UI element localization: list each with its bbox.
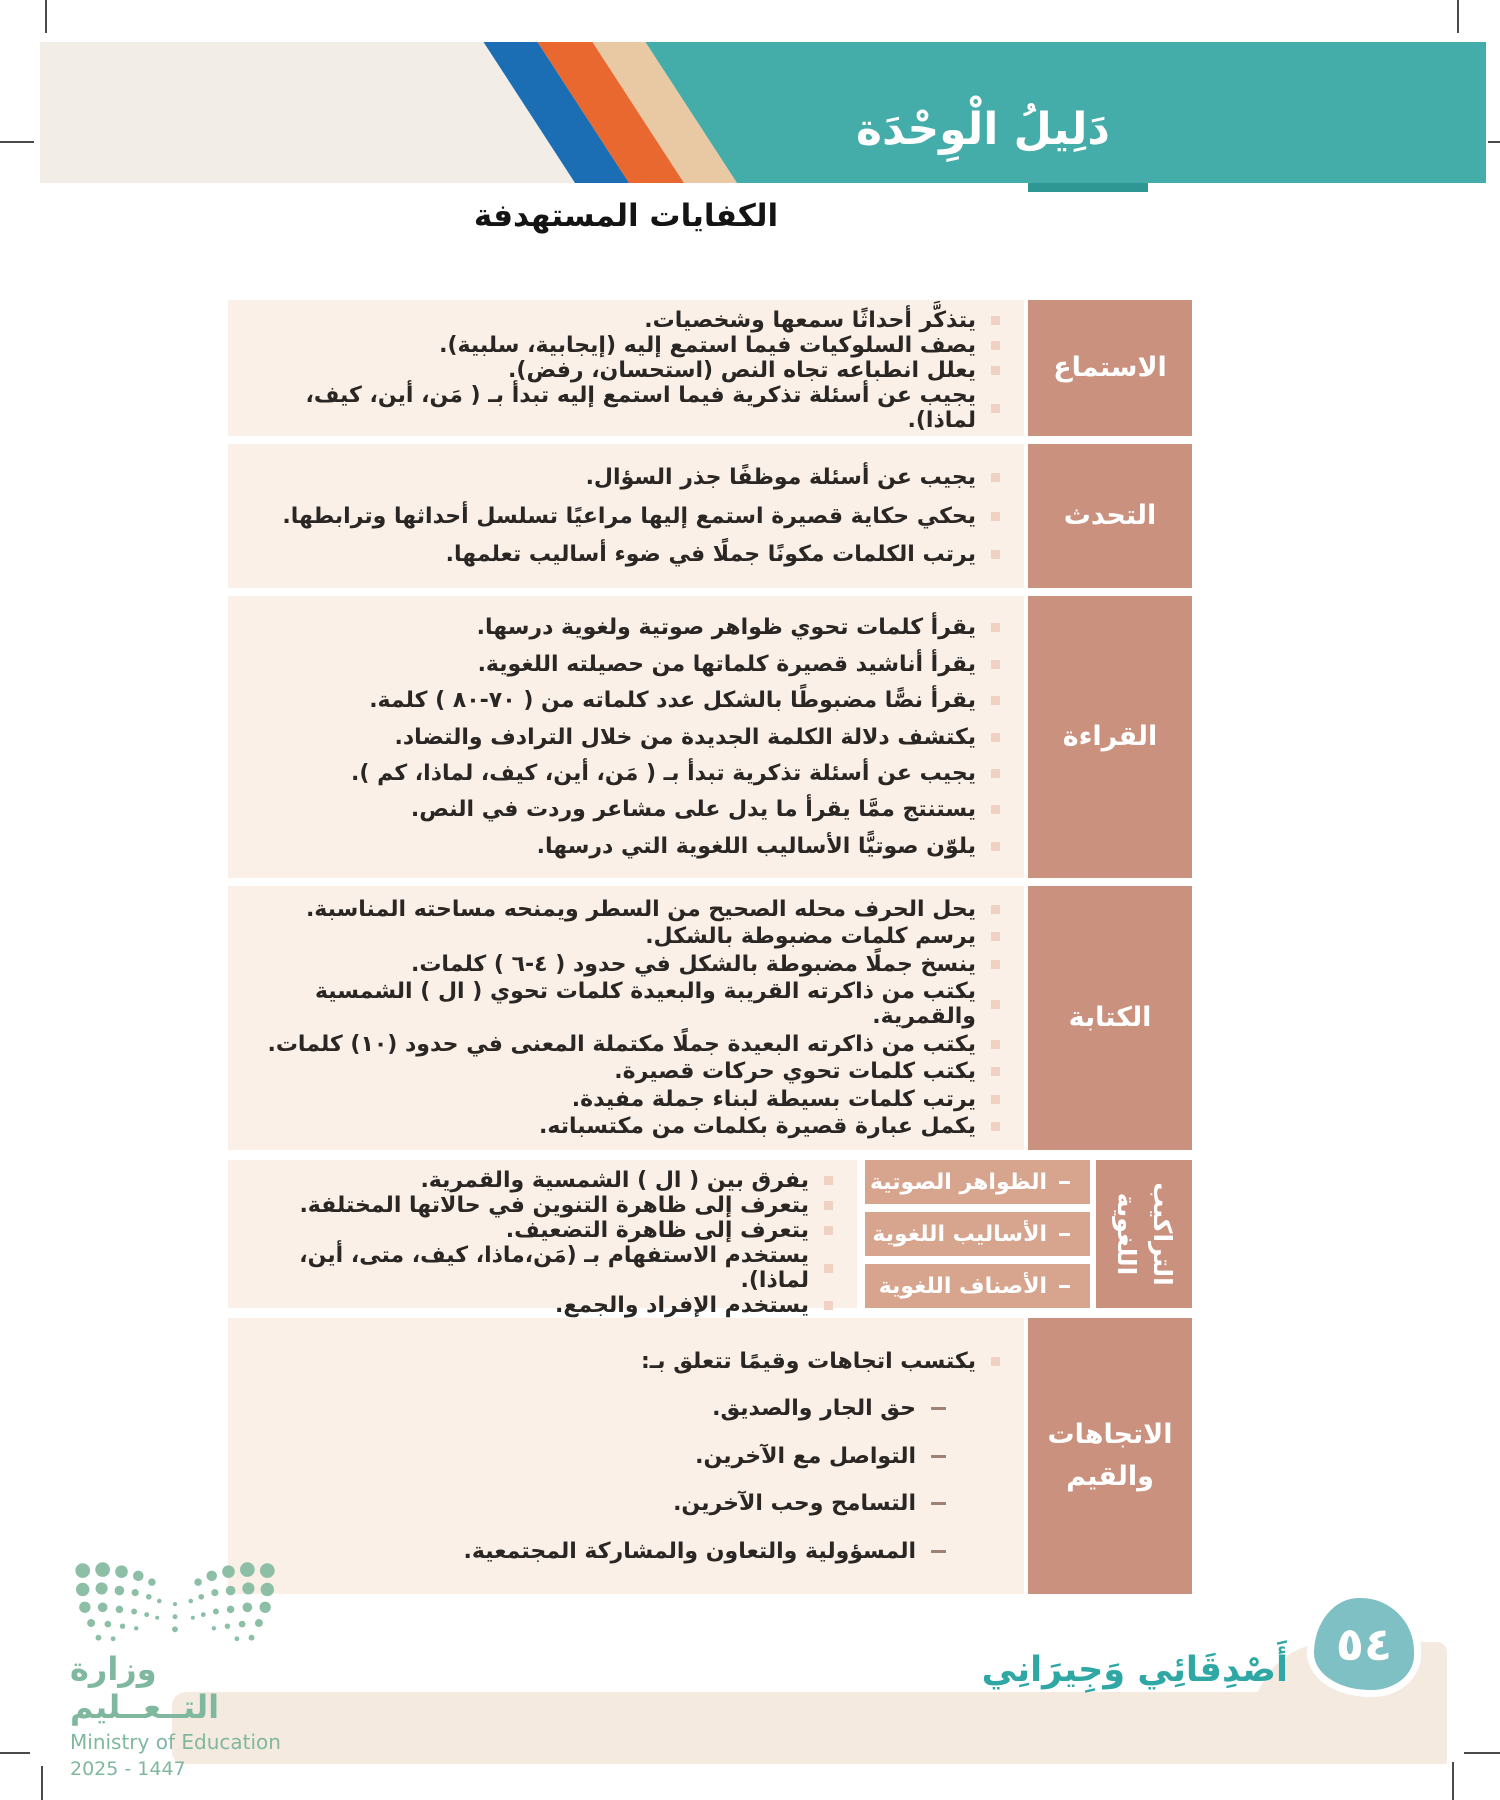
crop-mark-top-left-h: [0, 141, 34, 143]
row-header-label: القراءة: [1062, 721, 1158, 753]
competency-item: [242, 615, 1000, 640]
bullet-square-icon: [991, 905, 1000, 914]
competency-item: [242, 1032, 1000, 1057]
competency-item: [242, 688, 1000, 713]
row-content-cell: [228, 1160, 857, 1318]
competency-text: يستخدم الاستفهام بـ (مَن،ماذا، كيف، متى، أين، لماذا).: [299, 1243, 809, 1293]
dash-icon: [931, 1455, 946, 1458]
dash-icon: [1059, 1285, 1070, 1288]
competency-text: يكتشف دلالة الكلمة الجديدة من خلال الترادف والتضاد.: [394, 724, 976, 750]
crop-mark-top-left-v: [45, 0, 47, 33]
competency-item: [242, 1243, 833, 1293]
bullet-square-icon: [991, 623, 1000, 632]
competency-item: [242, 834, 1000, 859]
section-heading: الكفايات المستهدفة: [473, 198, 779, 234]
bullet-square-icon: [991, 769, 1000, 778]
competency-item: [242, 308, 1000, 333]
competency-item: [242, 761, 1000, 786]
bullet-square-icon: [991, 932, 1000, 941]
bullet-square-icon: [991, 316, 1000, 325]
row-content-cell: [228, 886, 1024, 1150]
competency-text: يستنتج ممَّا يقرأ ما يدل على مشاعر وردت في النص.: [410, 797, 976, 823]
row-header-cell: [1028, 444, 1192, 588]
competency-item: [242, 358, 1000, 383]
competency-text: يرتب الكلمات مكونًا جملًا في ضوء أساليب تعلمها.: [445, 541, 976, 567]
bullet-square-icon: [991, 1357, 1000, 1366]
unit-guide-title: دَلِيلُ الْوِحْدَة: [856, 104, 1110, 155]
bullet-square-icon: [991, 842, 1000, 851]
crop-mark-bottom-left-h: [0, 1752, 30, 1754]
competency-text: يتعرف إلى ظاهرة التضعيف.: [505, 1218, 809, 1243]
competency-text: يكتب من ذاكرته البعيدة جملًا مكتملة المعنى في حدود (١٠) كلمات.: [267, 1031, 976, 1057]
ministry-years: 2025 - 1447: [70, 1758, 186, 1780]
competency-item: [242, 1114, 1000, 1139]
row-header-label: التحدث: [1063, 500, 1157, 532]
subcategory-label: الأصناف اللغوية: [878, 1273, 1047, 1299]
row-header-cell: [1028, 300, 1192, 436]
competency-text: يكتب كلمات تحوي حركات قصيرة.: [614, 1059, 976, 1085]
row-header-cell: [1028, 1318, 1192, 1594]
competency-text: يجيب عن أسئلة تذكرية تبدأ بـ ( مَن، أين، كيف، لماذا، كم ).: [351, 760, 976, 786]
bullet-square-icon: [991, 473, 1000, 482]
competency-text: يجيب عن أسئلة موظفًا جذر السؤال.: [585, 465, 976, 491]
competency-text: حق الجار والصديق.: [712, 1396, 916, 1421]
bullet-square-icon: [991, 1122, 1000, 1131]
ministry-name-english: Ministry of Education: [70, 1730, 281, 1754]
competency-text: يفرق بين ( ال ) الشمسية والقمرية.: [420, 1168, 809, 1193]
row-header-label: الكتابة: [1068, 1002, 1152, 1034]
dash-icon: [931, 1502, 946, 1505]
competency-text: التواصل مع الآخرين.: [695, 1443, 916, 1469]
competency-text: يكتب من ذاكرته القريبة والبعيدة كلمات تحوي ( ال ) الشمسية والقمرية.: [314, 979, 976, 1030]
row-content-cell: [228, 444, 1024, 588]
bullet-square-icon: [991, 805, 1000, 814]
ministry-name-arabic: وزارة التــعــليم: [70, 1650, 220, 1726]
competency-text: المسؤولية والتعاون والمشاركة المجتمعية.: [463, 1538, 916, 1564]
competency-item: [242, 1168, 833, 1193]
competency-text: يتعرف إلى ظاهرة التنوين في حالاتها المختلفة.: [299, 1193, 809, 1218]
competency-item: [242, 924, 1000, 949]
competency-item: [242, 1396, 1000, 1421]
competency-text: يحكي حكاية قصيرة استمع إليها مراعيًا تسلسل أحداثها وترابطها.: [282, 503, 976, 529]
competency-item: [242, 797, 1000, 822]
crop-mark-top-right-h: [1488, 141, 1500, 143]
competency-item: [242, 979, 1000, 1029]
competency-text: يقرأ أناشيد قصيرة كلماتها من حصيلته اللغوية.: [477, 651, 976, 677]
dash-icon: [1059, 1181, 1070, 1184]
dash-icon: [1059, 1233, 1070, 1236]
unit-guide-header-band: [40, 42, 1486, 183]
bullet-square-icon: [991, 366, 1000, 375]
subcategory-box: [865, 1160, 1090, 1204]
row-header-label: الاستماع: [1053, 352, 1167, 384]
bullet-square-icon: [824, 1264, 833, 1273]
row-header-cell: [1028, 886, 1192, 1150]
row-content-cell: [228, 596, 1024, 878]
competency-item: [242, 1218, 833, 1243]
competency-item: [242, 1193, 833, 1218]
bullet-square-icon: [991, 696, 1000, 705]
subcategory-label: الظواهر الصوتية: [869, 1169, 1047, 1195]
ministry-logo-dots-icon: [70, 1558, 280, 1644]
competency-text: يكتسب اتجاهات وقيمًا تتعلق بـ:: [640, 1348, 976, 1374]
subcategory-label: الأساليب اللغوية: [872, 1221, 1047, 1247]
page-number-badge: [1307, 1591, 1421, 1697]
bullet-square-icon: [991, 341, 1000, 350]
competency-item: [242, 1059, 1000, 1084]
bullet-square-icon: [991, 1095, 1000, 1104]
crop-mark-top-right-v: [1457, 0, 1459, 33]
competency-text: يصف السلوكيات فيما استمع إليه (إيجابية، سلبية).: [439, 333, 976, 358]
bullet-square-icon: [991, 960, 1000, 969]
competency-text: يجيب عن أسئلة تذكرية فيما استمع إليه تبدأ بـ ( مَن، أين، كيف، لماذا).: [305, 383, 976, 433]
dash-icon: [931, 1407, 946, 1410]
row-content-cell: [228, 1318, 1024, 1594]
row-content-cell: [228, 300, 1024, 436]
competency-text: يكمل عبارة قصيرة بكلمات من مكتسباته.: [539, 1114, 976, 1140]
competency-text: يتذكَّر أحداثًا سمعها وشخصيات.: [644, 308, 976, 333]
competency-item: [242, 952, 1000, 977]
competency-item: [242, 652, 1000, 677]
bullet-square-icon: [824, 1301, 833, 1310]
competency-item: [242, 1293, 833, 1318]
ministry-logo-block: [70, 1558, 300, 1780]
bullet-square-icon: [824, 1201, 833, 1210]
row-header-label: الاتجاهات والقيم: [1047, 1419, 1173, 1492]
competency-text: يقرأ نصًّا مضبوطًا بالشكل عدد كلماته من ( ٧٠-٨٠ ) كلمة.: [369, 688, 976, 714]
row-header-cell: [1028, 596, 1192, 878]
bullet-square-icon: [991, 1000, 1000, 1009]
competency-item: [242, 333, 1000, 358]
competency-text: يستخدم الإفراد والجمع.: [555, 1293, 809, 1318]
competency-text: يحل الحرف محله الصحيح من السطر ويمنحه مساحته المناسبة.: [305, 896, 976, 922]
bullet-square-icon: [991, 660, 1000, 669]
competency-text: التسامح وحب الآخرين.: [673, 1491, 916, 1516]
competency-item: [242, 1539, 1000, 1564]
competency-text: يلوّن صوتيًّا الأساليب اللغوية التي درسها.: [536, 833, 976, 859]
subcategory-box: [865, 1212, 1090, 1256]
competency-text: ينسخ جملًا مضبوطة بالشكل في حدود ( ٤-٦ ) كلمات.: [410, 951, 976, 977]
crop-mark-bottom-right-v: [1452, 1762, 1454, 1800]
subcategory-box: [865, 1264, 1090, 1308]
bullet-square-icon: [824, 1226, 833, 1235]
competency-item: [242, 542, 1000, 567]
structures-vertical-header-label: التراكيب اللغوية: [1112, 1182, 1178, 1286]
competency-item: [242, 1349, 1000, 1374]
competency-text: يقرأ كلمات تحوي ظواهر صوتية ولغوية درسها.: [476, 615, 976, 641]
bullet-square-icon: [991, 733, 1000, 742]
crop-mark-bottom-left-v: [41, 1766, 43, 1800]
crop-mark-bottom-right-h: [1464, 1752, 1500, 1754]
page-number: ٥٤: [1335, 1617, 1393, 1671]
competency-item: [242, 1444, 1000, 1469]
competency-item: [242, 504, 1000, 529]
competency-item: [242, 1087, 1000, 1112]
bullet-square-icon: [991, 404, 1000, 413]
unit-name-text: أَصْدِقَائِي وَجِيرَانِي: [981, 1650, 1288, 1690]
bullet-square-icon: [824, 1176, 833, 1185]
competency-item: [242, 465, 1000, 490]
competency-item: [242, 1491, 1000, 1516]
bullet-square-icon: [991, 550, 1000, 559]
competency-item: [242, 383, 1000, 433]
dash-icon: [931, 1550, 946, 1553]
bullet-square-icon: [991, 512, 1000, 521]
teal-accent-tab: [1028, 183, 1148, 192]
competency-text: يعلل انطباعه تجاه النص (استحسان، رفض).: [508, 358, 976, 383]
competency-item: [242, 897, 1000, 922]
competency-text: يرسم كلمات مضبوطة بالشكل.: [645, 924, 976, 950]
competency-item: [242, 725, 1000, 750]
bullet-square-icon: [991, 1067, 1000, 1076]
bullet-square-icon: [991, 1040, 1000, 1049]
competency-text: يرتب كلمات بسيطة لبناء جملة مفيدة.: [571, 1086, 976, 1112]
